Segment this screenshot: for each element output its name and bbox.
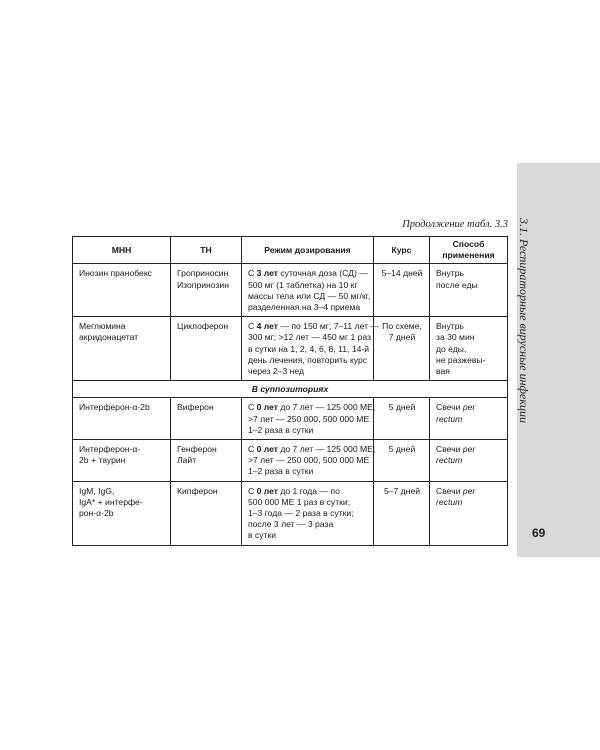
table-row — [73, 481, 508, 545]
header-dosage: Режим дозирования — [242, 237, 374, 264]
header-course: Курс — [374, 237, 430, 264]
table-caption: Продолжение табл. 3.3 — [402, 219, 508, 230]
section-row-suppositories — [73, 381, 508, 398]
table-row — [73, 317, 508, 381]
course-cell: 5 дней — [374, 398, 430, 440]
dosage-cell: С 4 лет — по 150 мг; 7–11 лет — 300 мг; >12 лет — 450 мг 1 раз в сутки на 1, 2, 4, 6, 8, 11, 14-й день лечения, повторить курс через 2–3 нед — [242, 317, 374, 381]
drug-dosage-table — [72, 236, 508, 546]
method-cell: Свечи per rectum — [430, 440, 508, 482]
mnn-cell: IgM, IgG, IgA* + интерфе- рон-α-2b — [73, 481, 171, 545]
method-cell: Внутрь после еды — [430, 264, 508, 317]
method-cell: Свечи per rectum — [430, 398, 508, 440]
tn-cell: Циклоферон — [171, 317, 242, 381]
tn-cell: Виферон — [171, 398, 242, 440]
tn-cell: Гроприносин Изопринозин — [171, 264, 242, 317]
course-cell: 5–7 дней — [374, 481, 430, 545]
header-method: Способ применения — [430, 237, 508, 264]
course-cell: 5 дней — [374, 440, 430, 482]
header-mnn: МНН — [73, 237, 171, 264]
course-cell: По схеме, 7 дней — [374, 317, 430, 381]
table-row — [73, 264, 508, 317]
chapter-side-title: 3.1. Респираторные вирусные инфекции — [517, 218, 531, 423]
tn-cell: Кипферон — [171, 481, 242, 545]
method-cell: Свечи per rectum — [430, 481, 508, 545]
section-label: В суппозиториях — [73, 381, 508, 398]
tn-cell: Генферон Лайт — [171, 440, 242, 482]
table-header-row — [73, 237, 508, 264]
mnn-cell: Меглюмина акридонацетат — [73, 317, 171, 381]
mnn-cell: Инозин пранобекс — [73, 264, 171, 317]
table-row — [73, 398, 508, 440]
dosage-cell: С 0 лет до 1 года — по 500 000 МЕ 1 раз в сутки; 1–3 года — 2 раза в сутки; после 3 лет — 3 раза в сутки — [242, 481, 374, 545]
mnn-cell: Интерферон-α- 2b + таурин — [73, 440, 171, 482]
course-cell: 5–14 дней — [374, 264, 430, 317]
header-tn: ТН — [171, 237, 242, 264]
dosage-cell: С 0 лет до 7 лет — 125 000 МЕ; >7 лет — 250 000, 500 000 МЕ 1–2 раза в сутки — [242, 398, 374, 440]
table-row — [73, 440, 508, 482]
method-cell: Внутрь за 30 мин до еды, не разжевы- вая — [430, 317, 508, 381]
mnn-cell: Интерферон-α-2b — [73, 398, 171, 440]
dosage-cell: С 0 лет до 7 лет — 125 000 МЕ; >7 лет — 250 000, 500 000 МЕ 1–2 раза в сутки — [242, 440, 374, 482]
page-number: 69 — [532, 526, 546, 540]
dosage-cell: С 3 лет суточная доза (СД) — 500 мг (1 таблетка) на 10 кг массы тела или СД — 50 мг/кг, разделенная на 3–4 приема — [242, 264, 374, 317]
